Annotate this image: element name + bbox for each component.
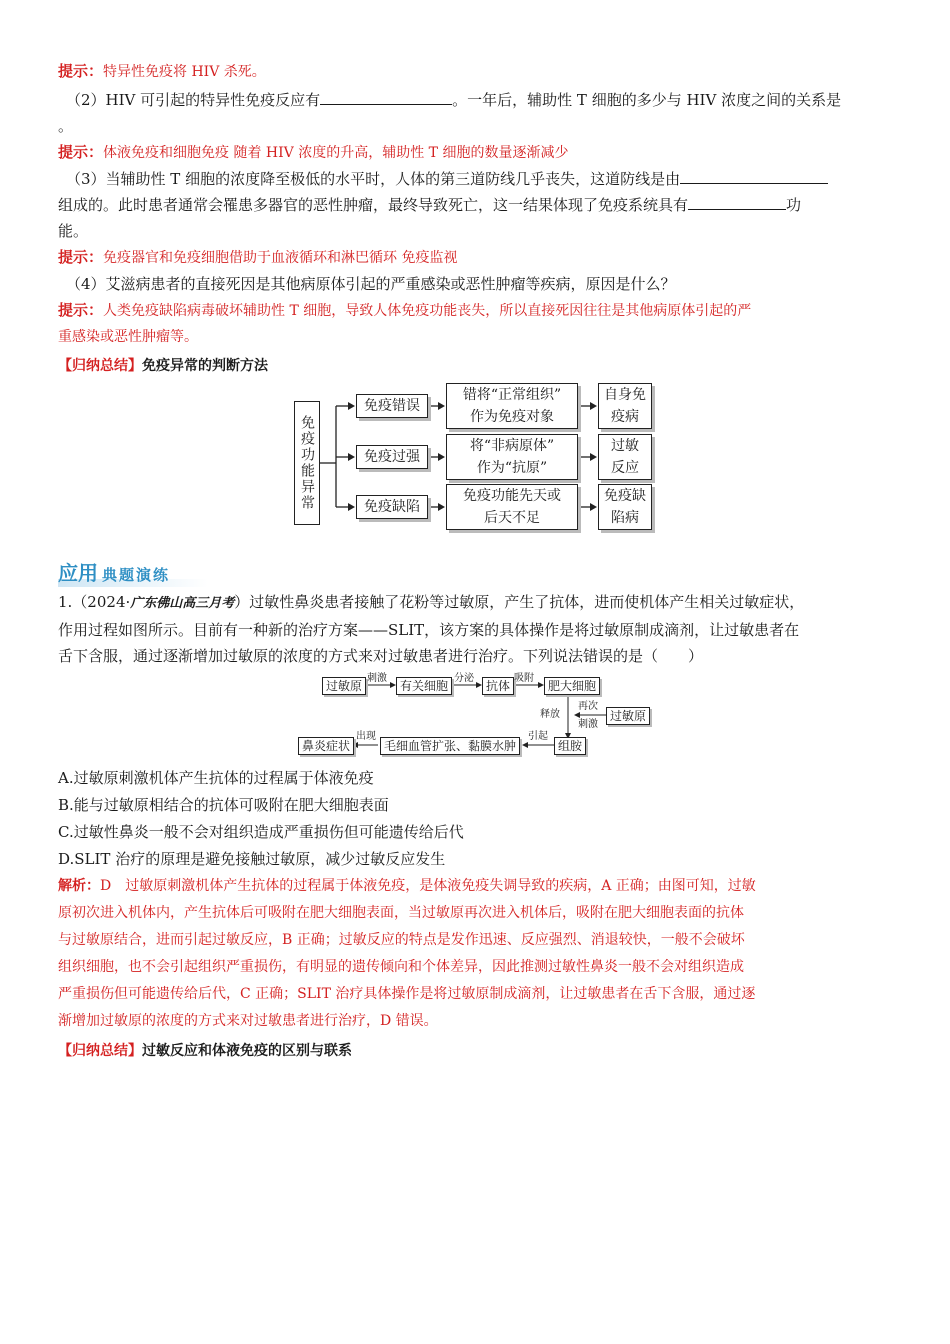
- question-text: 过敏性鼻炎患者接触了花粉等过敏原，产生了抗体，进而使机体产生相关过敏症状，: [249, 593, 805, 611]
- cause-box-deficiency: [446, 484, 578, 530]
- apply-title: 应用: [58, 561, 98, 585]
- question-number: 1.（2024·: [58, 593, 131, 611]
- question-3: [58, 166, 894, 192]
- flow-label: 刺激: [367, 673, 387, 684]
- flow-label: 引起: [528, 731, 548, 742]
- answer-blank: [320, 88, 452, 105]
- question-text: （3）当辅助性 T 细胞的浓度降至极低的水平时，人体的第三道防线几乎丧失，这道防线是由: [66, 170, 681, 188]
- flow-label: 吸附: [514, 673, 534, 684]
- analysis-label: 解析：: [58, 878, 100, 894]
- question-3-end: 能。: [58, 222, 89, 240]
- flow-box-capillary: 毛细血管扩张、黏膜水肿: [380, 737, 520, 755]
- analysis-line: 与过敏原结合，进而引起过敏反应，B 正确；过敏反应的特点是发作迅速、反应强烈、消退较快，一般不会破坏: [58, 932, 745, 948]
- question-text: （2）HIV 可引起的特异性免疫反应有: [66, 91, 321, 109]
- summary-title: 过敏反应和体液免疫的区别与联系: [142, 1043, 352, 1059]
- result-line: 反应: [611, 460, 639, 476]
- result-box-allergy: [598, 434, 652, 480]
- question-text: 组成的。此时患者通常会罹患多器官的恶性肿瘤，最终导致死亡，这一结果体现了免疫系统具有: [58, 196, 689, 214]
- flow-label: 释放: [540, 709, 560, 720]
- question-3-cont: [58, 192, 894, 218]
- cause-line: 免疫功能先天或: [463, 488, 561, 504]
- result-line: 免疫缺: [604, 488, 646, 504]
- apply-subtitle: 典题演练: [102, 566, 171, 584]
- question-1-stem-cont: 作用过程如图所示。目前有一种新的治疗方案——SLIT，该方案的具体操作是将过敏原制成滴剂，让过敏患者在: [58, 621, 800, 639]
- question-2: [58, 87, 894, 113]
- flow-box-cells: 有关细胞: [396, 677, 452, 695]
- flow-box-allergen: 过敏原: [322, 677, 366, 695]
- result-line: 自身免: [604, 387, 646, 403]
- hint-label: 提示：: [58, 301, 104, 319]
- analysis-line: 原初次进入机体内，产生抗体后可吸附在肥大细胞表面，当过敏原再次进入机体后，吸附在肥大细胞表面的抗体: [58, 905, 744, 921]
- question-text: 。一年后，辅助性 T 细胞的多少与 HIV 浓度之间的关系是: [452, 91, 842, 109]
- question-1-stem: [58, 589, 894, 617]
- question-2-end: 。: [58, 117, 74, 135]
- summary-title: 免疫异常的判断方法: [142, 358, 268, 374]
- analysis-line: 严重损伤但可能遗传给后代，C 正确；SLIT 治疗具体操作是将过敏原制成滴剂，让过敏患者在舌下含服，通过逐: [58, 986, 756, 1002]
- question-number: ）: [234, 593, 250, 611]
- question-source: 广东佛山高三月考: [130, 596, 235, 611]
- question-4: （4）艾滋病患者的直接死因是其他病原体引起的严重感染或恶性肿瘤等疾病，原因是什么？: [66, 275, 676, 293]
- analysis-line: [58, 873, 894, 900]
- immune-abnormality-diagram: [58, 383, 894, 541]
- flow-label: 分泌: [454, 673, 474, 684]
- allergy-flow-diagram: [58, 673, 894, 761]
- flow-label: 刺激: [578, 719, 598, 730]
- hint-label: 提示：: [58, 143, 104, 161]
- analysis-line: 组织细胞，也不会引起组织严重损伤，有明显的遗传倾向和个体差异，因此推测过敏性鼻炎一般不会对组织造成: [58, 959, 744, 975]
- option-b: B.能与过敏原相结合的抗体可吸附在肥大细胞表面: [58, 796, 389, 814]
- option-d: D.SLIT 治疗的原理是避免接触过敏原，减少过敏反应发生: [58, 850, 446, 868]
- hint-text: 特异性免疫将 HIV 杀死。: [103, 64, 266, 80]
- apply-section-header: [58, 557, 894, 587]
- flow-label: 出现: [356, 731, 376, 742]
- flow-box-antibody: 抗体: [482, 677, 514, 695]
- option-c: C.过敏性鼻炎一般不会对组织造成严重损伤但可能遗传给后代: [58, 823, 464, 841]
- type-box-overactive: 免疫过强: [356, 445, 428, 469]
- option-a: A.过敏原刺激机体产生抗体的过程属于体液免疫: [58, 769, 374, 787]
- flow-box-symptoms: 鼻炎症状: [298, 737, 354, 755]
- cause-line: 作为免疫对象: [470, 409, 554, 425]
- cause-line: 错将“正常组织”: [462, 387, 562, 403]
- cause-line: 作为“抗原”: [476, 460, 548, 476]
- cause-box-overactive: [446, 434, 578, 480]
- answer-blank: [680, 167, 828, 184]
- summary-tag: 【归纳总结】: [58, 358, 142, 374]
- hint-text: 免疫器官和免疫细胞借助于血液循环和淋巴循环 免疫监视: [103, 250, 458, 266]
- flow-box-histamine: 组胺: [554, 737, 586, 755]
- hint-label: 提示：: [58, 62, 104, 80]
- cause-line: 将“非病原体”: [469, 438, 555, 454]
- q2-hint: [58, 139, 894, 166]
- hint-text: 体液免疫和细胞免疫 随着 HIV 浓度的升高，辅助性 T 细胞的数量逐渐减少: [103, 145, 569, 161]
- q4-hint: [58, 297, 894, 324]
- flow-box-mast-cell: 肥大细胞: [544, 677, 600, 695]
- analysis-text: D 过敏原刺激机体产生抗体的过程属于体液免疫，是体液免疫失调导致的疾病，A 正确；由图可知，过敏: [100, 878, 756, 894]
- hint-text: 人类免疫缺陷病毒破坏辅助性 T 细胞，导致人体免疫功能丧失，所以直接死因往往是其他病原体引起的严: [103, 303, 752, 319]
- flow-label: 再次: [578, 701, 598, 712]
- result-box-immunodeficiency: [598, 484, 652, 530]
- document-page: [58, 58, 894, 1064]
- q4-hint-cont: 重感染或恶性肿瘤等。: [58, 329, 198, 345]
- cause-box-error: [446, 383, 578, 429]
- flow-box-allergen-again: 过敏原: [606, 707, 650, 725]
- analysis-line: 渐增加过敏原的浓度的方式来对过敏患者进行治疗，D 错误。: [58, 1013, 438, 1029]
- question-1-stem-end: 舌下含服，通过逐渐增加过敏原的浓度的方式来对过敏患者进行治疗。下列说法错误的是（ ）: [58, 647, 704, 665]
- type-box-error: 免疫错误: [356, 394, 428, 418]
- question-text: 功: [786, 196, 802, 214]
- result-box-autoimmune: [598, 383, 652, 429]
- analysis: [58, 873, 894, 1035]
- root-box: 免疫功能异常: [294, 401, 320, 525]
- summary-heading: [58, 352, 894, 379]
- q3-hint: [58, 244, 894, 271]
- type-box-deficiency: 免疫缺陷: [356, 495, 428, 519]
- summary-heading-2: [58, 1037, 894, 1064]
- q1-hint: [58, 58, 894, 85]
- cause-line: 后天不足: [484, 510, 540, 526]
- summary-tag: 【归纳总结】: [58, 1043, 142, 1059]
- hint-label: 提示：: [58, 248, 104, 266]
- answer-blank: [688, 193, 786, 210]
- result-line: 过敏: [611, 438, 639, 454]
- result-line: 陷病: [611, 510, 639, 526]
- result-line: 疫病: [611, 409, 639, 425]
